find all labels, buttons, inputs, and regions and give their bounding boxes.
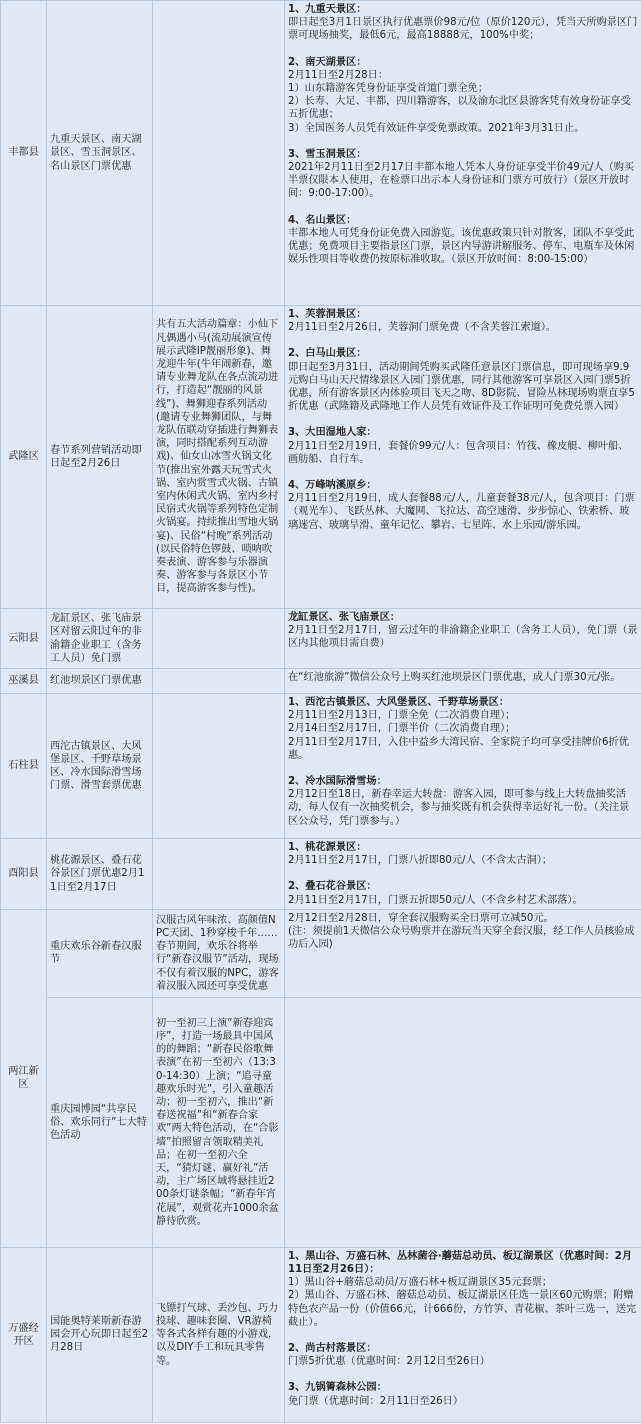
discount-section [288,671,638,684]
county-cell: 丰都县 [1,1,47,306]
discount-line: 2月12日至2月28日，穿全套汉服购买全日票可立减50元。 [288,912,554,924]
discount-title: 4、万峰呐溪原乡： [288,480,377,492]
discount-section [288,841,638,867]
discount-title: 龙缸景区、张飞庙景区： [288,612,401,623]
discount-line: 2月12日至18日，新春幸运大转盘：游客入园，即可参与线上大转盘抽奖活动，每人仅有一次抽奖机会，参与抽奖既有机会获得幸运好礼一份。（关注景区公众号，凭门票参与。） [288,789,630,827]
discount-line: 1）山东籍游客凭身份证享受首道门票全免； [288,83,489,95]
discount-title: 1、桃花源景区： [288,842,367,853]
discount-line: 2月14日至2月17日，门票半价（二次消费自理）； [288,723,516,735]
discount-section [288,479,638,532]
discount-section [288,1381,638,1407]
discount-line: 2月11日至2月28日： [288,69,389,81]
discount-section [288,56,638,135]
description-cell [153,839,285,910]
discount-section [288,214,638,267]
table-row [1,909,641,997]
county-cell: 武隆区 [1,306,47,609]
county-cell: 酉阳县 [1,839,47,910]
discount-title: 1、西沱古镇景区、大风堡景区、千野草场景区： [288,697,510,708]
table-row [1,1,641,306]
table-row [1,306,641,609]
discount-line: 2021年2月11日至2月17日丰都本地人凭本人身份证享受半价49元/人（购买半票仅限本人使用，在检票口出示本人身份证和门票方可放行）（景区开放时间：9:00-17:00）。 [288,162,635,200]
discount-section [288,308,638,334]
table-row [1,839,641,910]
table-row [1,669,641,694]
description-cell: 共有五大活动篇章：小仙下凡偶遇小马(流动展演宣传展示武隆IP靓丽形象)、舞龙迎牛年(牛年闹新春，邀请专业舞龙队在各点流动进行，打造起“靓丽的风景线”)、舞狮迎春系列活动(邀请专业舞狮团队，与舞龙队伍联动穿插进行舞狮表演，同时搭配系列互动游戏)、仙女山冰雪火锅文化节(推出室外露天玩雪式火锅、室内赏雪式火锅、古镇室内休闲式火锅、室内乡村民宿式火锅等系列特色定制火锅宴。持续推出雪地火锅宴)、民俗“村晚”系列活动(以民俗特色锣鼓、唢呐吹奏表演、游客参与乐器演奏、游客参与各景区小节目，提高游客参与性)。 [153,306,285,609]
discount-cell [285,997,641,1247]
discount-line: 2月11日至2月19日，成人套餐88元/人，儿童套餐38元/人，包含项目：门票（观光车）、飞跃丛林、大魔网、飞拉达、高空速滑、步步惊心、铁索桥、玻璃迷宫、玻璃旱滑、童年记忆、攀岩、七星阵、水上乐园/游乐园。 [288,493,635,531]
discount-line: 3）全国医务人员凭有效证件享受免票政策。2021年3月31日止。 [288,122,585,134]
table-row [1,609,641,669]
discount-title: 2、叠石花谷景区： [288,881,377,893]
description-cell: 汉服古风年味浓、高颜值NPC天团、1秒穿梭千年……春节期间，欢乐谷将举行“新春汉服节”活动，现场不仅有着汉服的NPC，游客着汉服入园还可享受优惠 [153,909,285,997]
discount-line: 2月11日至2月17日，留云过年的非渝籍企业职工（含务工人员），免门票（景区内其他项目需自费） [288,625,638,650]
discount-section [288,426,638,466]
discount-title: 3、雪玉洞景区： [288,148,367,160]
discount-cell [285,694,641,839]
discount-line: 1）黑山谷+蘑菇总动员/万盛石林+板辽湖景区35元套票； [288,1277,553,1289]
county-cell: 石柱县 [1,694,47,839]
discount-title: 2、南天湖景区： [288,56,367,68]
discount-line: 2月11日至2月19日，套餐价99元/人：包含项目：竹筏、橡皮艇、柳叶船、画舫船、自行车。 [288,440,629,465]
discount-title: 2、冷水国际滑雪场： [288,776,387,788]
discount-cell [285,1,641,306]
discount-line: 丰都本地人可凭身份证免费入园游览。该优惠政策只针对散客，团队不享受此优惠；免费项目主要指景区门票，景区内导游讲解服务、停车、电瓶车及休闲娱乐性项目等收费仍按原标准收取。（景区开放时间：8:00-15:00） [288,227,635,266]
table-row [1,997,641,1247]
description-cell: 初一至初三上演“新春迎宾序”，打造一场最具中国风的的舞蹈；“新春民俗歌舞表演”在初一至初六（13:30-14:30）上演；“追寻童趣欢乐时光”，引入童趣活动；初一至初六，推出“新春送祝福”和“新春合家欢”两大特色活动，在“合影墙”拍照留言领取精美礼品；在初一至初六全天，“猜灯谜、赢好礼”活动，主广场区域将悬挂近200条灯谜条幅；“新春年宵花展”，观赏花卉1000余盆静待欣赏。 [153,997,285,1247]
discount-section [288,3,638,43]
county-cell: 两江新区 [1,909,47,1247]
discount-title: 2、尚古村落景区： [288,1343,377,1355]
discount-title: 1、九重天景区： [288,4,367,15]
discount-cell [285,306,641,609]
discount-title: 1、黑山谷、万盛石林、丛林菌谷·蘑菇总动员、板辽湖景区（优惠时间：2月11日至2月26日）： [288,1250,633,1276]
activity-cell: 春节系列营销活动即日起至2月26日 [47,306,153,609]
discount-line: 即日起至3月31日，活动期间凭购买武隆任意景区门票信息，即可现场享9.9元购白马山天尺情缘景区入园门票优惠，同行其他游客可享景区入园门票5折优惠，所有游客景区内体验项目飞天之吻、8D影院、冒险丛林现场购票直享5折优惠（武隆籍及武隆地工作人员凭有效证件及工作证明可免费兑票入园） [288,361,635,413]
discount-section [288,775,638,828]
county-cell: 云阳县 [1,609,47,669]
county-cell: 万盛经开区 [1,1247,47,1422]
discount-cell [285,839,641,910]
table-row [1,694,641,839]
discount-section [288,148,638,201]
activity-cell: 红池坝景区门票优惠 [47,669,153,694]
discount-cell [285,609,641,669]
discount-line: 即日起至3月1日景区执行优惠票价98元/位（原价120元），凭当天所购景区门票可现场抽奖，最低6元，最高18888元，100%中奖； [288,17,638,42]
county-cell: 巫溪县 [1,669,47,694]
discount-section [288,696,638,762]
discount-line: 免门票（优惠时间：2月11日至26日） [288,1395,464,1407]
description-cell [153,609,285,669]
description-cell [153,1,285,306]
activity-cell: 龙缸景区、张飞庙景区对留云阳过年的非渝籍企业职工（含务工人员）免门票 [47,609,153,669]
discount-section [288,1342,638,1368]
discount-line: 2月11日至2月17日，门票八折即80元/人（不含太古洞）； [288,855,553,867]
discount-title: 2、白马山景区： [288,348,367,360]
discount-line: 门票5折优惠（优惠时间：2月12日至26日） [288,1356,490,1368]
discount-section [288,912,638,952]
discount-title: 3、九锅箐森林公园： [288,1382,387,1394]
description-cell [153,694,285,839]
discount-section [288,611,638,651]
discount-line: 2）黑山谷、万盛石林、蘑菇总动员、板辽湖景区任选一景区60元购票；附赠特色农产品一份（价值66元，计666份，方竹笋、青花椒、茶叶三选一，送完截止）。 [288,1290,637,1328]
activity-cell: 重庆园博园“共享民俗、欢乐同行”七大特色活动 [47,997,153,1247]
discount-section [288,347,638,413]
discount-title: 4、名山景区： [288,214,357,226]
discount-line: 2月11日至2月17日，门票五折即50元/人（不含乡村艺术部落）。 [288,894,583,906]
discount-line: 在“红池旅游”微信公众号上购买红池坝景区门票优惠，成人门票30元/张。 [288,672,621,683]
discount-line: 2月11日至2月17日，入住中益乡大湾民宿、全家院子均可享受挂牌价6折优惠。 [288,736,629,761]
discount-line: 2月11日至2月26日，芙蓉洞门票免费（不含芙蓉江索道）。 [288,322,557,334]
discount-section [288,1250,638,1329]
activity-cell: 国能奥特莱斯新春游园会开心玩即日起至2月28日 [47,1247,153,1422]
discount-section [288,880,638,906]
activity-cell: 重庆欢乐谷新春汉服节 [47,909,153,997]
activity-cell: 九重天景区、南天湖景区、雪玉洞景区、名山景区门票优惠 [47,1,153,306]
description-cell: 飞镖打气球、丢沙包、巧力投球、趣味套圈、VR游椅等各式各样有趣的小游戏，以及DIY手工和玩具零售等。 [153,1247,285,1422]
discount-title: 3、大田湿地人家： [288,427,377,439]
discount-cell [285,909,641,997]
activity-cell: 桃花源景区、叠石花谷景区门票优惠2月11日至2月17日 [47,839,153,910]
discount-cell [285,669,641,694]
description-cell [153,669,285,694]
discount-cell [285,1247,641,1422]
discount-line: (注：须提前1天微信公众号购票并在游玩当天穿全套汉服，经工作人员核验成功后入园) [288,926,635,951]
discount-title: 1、芙蓉洞景区： [288,309,367,320]
activity-cell: 西沱古镇景区、大风堡景区、千野草场景区、冷水国际滑雪场门票、滑雪套票优惠 [47,694,153,839]
discount-line: 2）长寿、大足、丰都，四川籍游客，以及渝东北区县游客凭有效身份证享受五折优惠； [288,96,631,121]
discount-line: 2月11日至2月13日，门票全免（二次消费自理）； [288,710,516,722]
table-row [1,1247,641,1422]
